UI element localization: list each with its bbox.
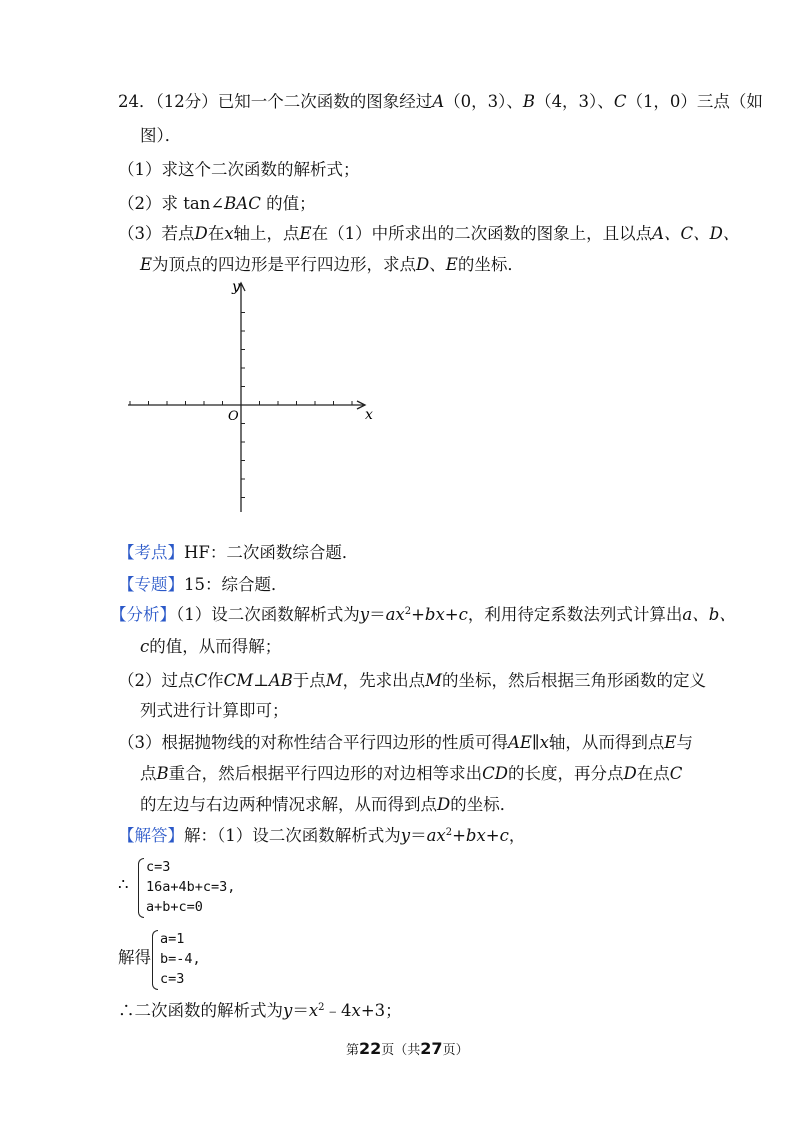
problem-line-1: 24．（12分）已知一个二次函数的图象经过A（0，3）、B（4，3）、C（1，0）三点（如: [118, 92, 763, 111]
therefore-symbol: ∴: [118, 875, 129, 894]
question-3-line-2: E为顶点的四边形是平行四边形，求点D、E的坐标．: [140, 255, 524, 274]
origin-label: O: [228, 409, 239, 424]
fenxi-line-5: （3）根据抛物线的对称性结合平行四边形的性质可得AE∥x轴，从而得到点E与: [118, 733, 693, 752]
kaodian-line: 【考点】HF：二次函数综合题．: [118, 543, 359, 562]
conclusion-line: ∴二次函数的解析式为$y=x^2﹣4x+3$；: [118, 1001, 402, 1020]
jieda-line: 【解答】解：（1）设二次函数解析式为$y=ax^2+bx+c$，: [118, 826, 526, 845]
fenxi-line-7: 的左边与右边两种情况求解，从而得到点D的坐标．: [140, 795, 517, 814]
system-brace-1: [138, 858, 144, 918]
system1-line-3: a+b+c=0: [146, 899, 203, 915]
system2-line-2: b=-4,: [160, 951, 201, 967]
y-axis: [237, 283, 245, 512]
fenxi-line-1: 【分析】（1）设二次函数解析式为$y=ax^2+bx+c$，利用待定系数法列式计算出a、b、: [110, 605, 736, 624]
y-axis-label: y: [232, 279, 240, 295]
fenxi-line-6: 点B重合，然后根据平行四边形的对边相等求出CD的长度，再分点D在点C: [140, 764, 683, 783]
system-brace-2: [152, 930, 158, 990]
question-2: （2）求 tan∠BAC 的值；: [118, 194, 316, 213]
x-axis: [128, 401, 365, 409]
zhuanti-line: 【专题】15：综合题．: [118, 575, 288, 594]
kaodian-tag: 【考点】: [118, 543, 184, 562]
question-3-line-1: （3）若点D在x轴上，点E在（1）中所求出的二次函数的图象上，且以点A、C、D、: [118, 224, 740, 243]
jiede-label: 解得: [118, 948, 151, 967]
question-1: （1）求这个二次函数的解析式；: [118, 160, 360, 179]
page-footer: 第22页（共27页）: [346, 1039, 469, 1058]
fenxi-line-3: （2）过点C作CM⊥AB于点M，先求出点M的坐标，然后根据三角形函数的定义: [118, 671, 707, 690]
system2-line-1: a=1: [160, 931, 185, 947]
fenxi-line-2: c的值，从而得解；: [140, 637, 282, 656]
system2-line-3: c=3: [160, 971, 185, 987]
problem-line-2: 图）．: [140, 126, 182, 145]
fenxi-tag: 【分析】: [110, 605, 176, 624]
system1-line-2: 16a+4b+c=3,: [146, 879, 236, 895]
x-axis-label: x: [365, 407, 373, 423]
fenxi-line-4: 列式进行计算即可；: [140, 701, 289, 720]
system1-line-1: c=3: [146, 859, 171, 875]
zhuanti-tag: 【专题】: [118, 575, 184, 594]
jieda-tag: 【解答】: [118, 826, 184, 845]
